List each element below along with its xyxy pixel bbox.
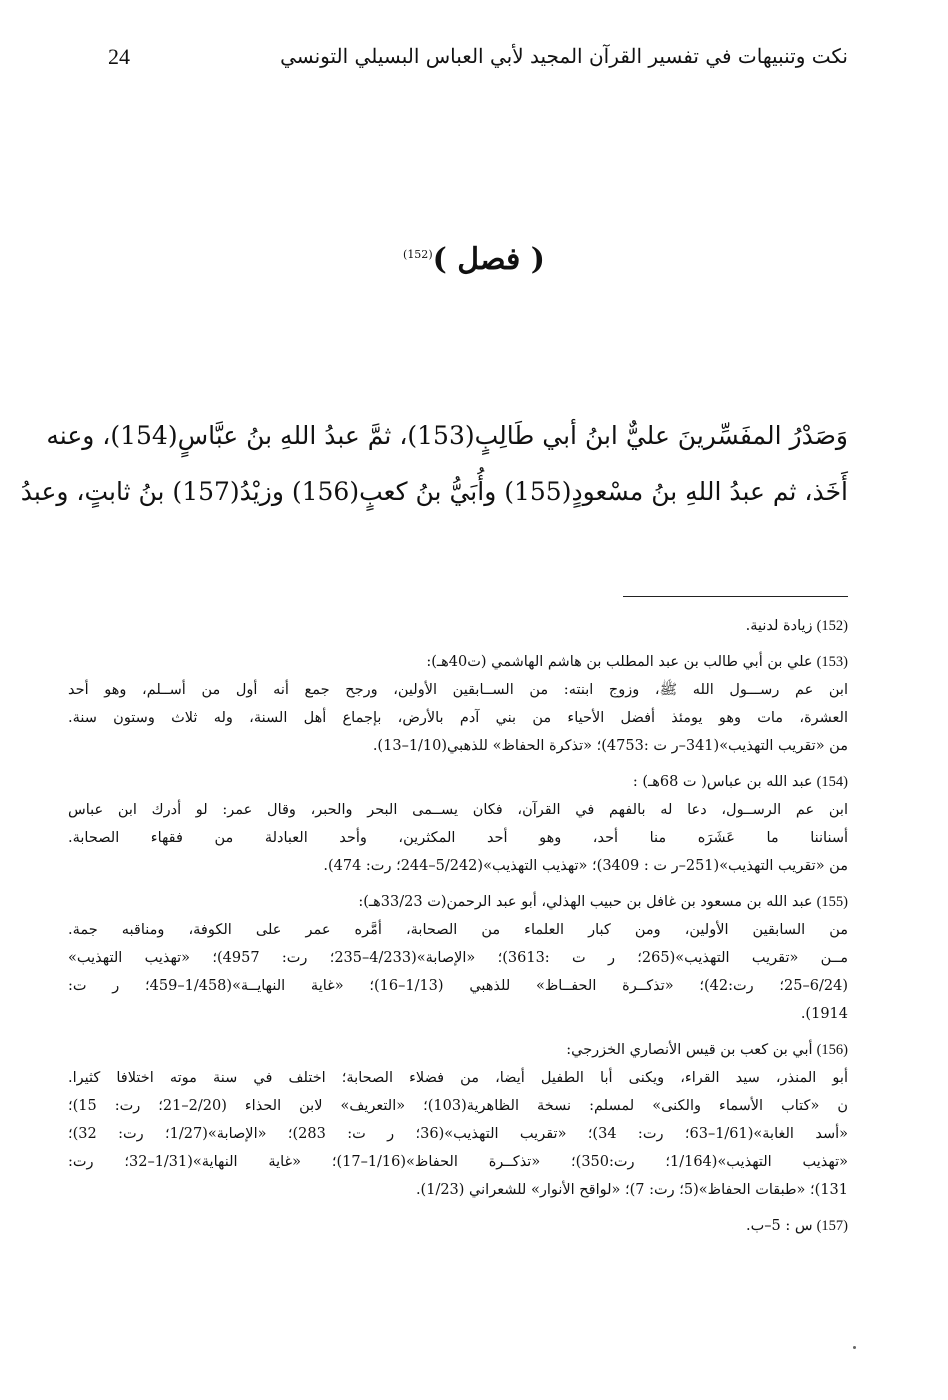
footnote-head-text: أبي بن كعب بن قيس الأنصاري الخزرجي: — [566, 1042, 813, 1058]
section-heading-text: ( فصل ) — [432, 242, 545, 277]
footnote-head-text: عبد الله بن عباس( ت 68هـ) : — [632, 774, 813, 790]
footnote — [68, 1036, 848, 1204]
main-text — [20, 408, 848, 520]
footnote-line: أبو المنذر، سيد القراء، ويكنى أبا الطفيل أيضا، من فضلاء الصحابة؛ اختلف في سنة موته اختلافا كثيرا. — [68, 1070, 848, 1086]
footnote-number: (154) — [816, 774, 848, 790]
footnote-line: من «تقريب التهذيب»(341–ر ت :4753)؛ «تذكرة الحفاظ» للذهبي(1/10–13). — [372, 738, 848, 754]
footnote-line: «أسد الغابة»(1/61–63؛ رت: 34)؛ «تقريب التهذيب»(36؛ ر ت: 283)؛ «الإصابة»(1/27؛ رت: 32)؛ — [68, 1126, 848, 1142]
footnote-line: من «تقريب التهذيب»(251–ر ت : 3409)؛ «تهذيب التهذيب»(5/242–244؛ رت: 474). — [323, 858, 848, 874]
footnote — [68, 612, 848, 640]
section-note-ref: (152) — [403, 248, 433, 261]
footnote-line: من السابقين الأولين، ومن كبار العلماء من الصحابة، أمَّره عمر على الكوفة، ومناقبه جمة. — [68, 922, 848, 938]
footnote-head-text: س : 5–ب. — [746, 1218, 813, 1234]
footnote-body — [68, 676, 848, 760]
footnote-line: ابن عم الرســول، دعا له بالفهم في القرآن، فكان يســمى البحر والحبر، وقال عمر: لو أدرك ابن عباس — [68, 802, 848, 818]
footnote-number: (155) — [816, 894, 848, 910]
footnote-body — [68, 1064, 848, 1204]
footnote-line: 131)؛ «طبقات الحفاظ»(5؛ رت: 7)؛ «لواقح الأنوار» للشعراني (1/23). — [415, 1182, 848, 1198]
footnote-head — [68, 648, 848, 676]
footnote-line: أسناننا ما عَشَرَه منا أحد، وهو أحد المكثرين، وأحد العبادلة من فقهاء الصحابة. — [68, 830, 848, 846]
footnote-number: (153) — [816, 654, 848, 670]
footnote-head-text: علي بن أبي طالب بن عبد المطلب بن هاشم الهاشمي (ت40هـ): — [426, 654, 813, 670]
footnote-number: (156) — [816, 1042, 848, 1058]
footnote-line: ابن عم رســـول الله ﷺ، وزوج ابنته: من الســابقين الأولين، ورجح جمع أنه أول من أســلم، وهو أحد — [68, 682, 848, 698]
page-number: 24 — [108, 44, 130, 69]
footnote-head — [68, 888, 848, 916]
footnote-head — [68, 768, 848, 796]
footnote-body — [68, 796, 848, 880]
scan-mark — [853, 1346, 856, 1349]
footnote-line: ن «كتاب الأسماء والكنى» لمسلم: نسخة الظاهرية(103)؛ «التعريف» لابن الحذاء (2/20–21؛ رت: 15)؛ — [68, 1098, 848, 1114]
page-header — [108, 40, 848, 80]
footnote-line: العشرة، مات وهو يومئذ أفضل الأحياء من بني آدم بالأرض، بإجماع أهل السنة، وله ثلاث وستون سنة. — [68, 710, 848, 726]
footnote-line: مــن «تقريب التهذيب»(265؛ ر ت :3613)؛ «الإصابة»(4/233–235؛ رت: 4957)؛ «تهذيب التهذيب» — [68, 950, 848, 966]
footnotes — [68, 612, 848, 1240]
footnote — [68, 768, 848, 880]
footnote-line: (6/24–25؛ رت:42)؛ «تذكــرة الحفــاظ» للذهبي (1/13–16)؛ «غاية النهايــة»(1/458–459؛ ر ت: — [68, 978, 848, 994]
footnote-head — [68, 612, 848, 640]
footnote-divider — [623, 596, 848, 597]
section-heading — [0, 242, 948, 277]
footnote — [68, 888, 848, 1028]
footnote-head — [68, 1212, 848, 1240]
footnote — [68, 1212, 848, 1240]
footnote-number: (157) — [816, 1218, 848, 1234]
footnote-head-text: عبد الله بن مسعود بن غافل بن حبيب الهذلي، أبو عبد الرحمن(ت 33/23هـ): — [358, 894, 813, 910]
footnote-number: (152) — [816, 618, 848, 634]
footnote — [68, 648, 848, 760]
footnote-head — [68, 1036, 848, 1064]
running-title: نكت وتنبيهات في تفسير القرآن المجيد لأبي العباس البسيلي التونسي — [280, 44, 848, 68]
footnote-line: «تهذيب التهذيب»(1/164؛ رت:350)؛ «تذكــرة الحفاظ»(1/16–17)؛ «غاية النهاية»(1/31–32؛ رت: — [68, 1154, 848, 1170]
main-text-line: أَخَذ، ثم عبدُ اللهِ بنُ مسْعودٍ(155) وأُبَيُّ بنُ كعبٍ(156) وزيْدُ(157) بنُ ثابتٍ، وعبدُ — [20, 477, 848, 506]
footnote-line: 1914). — [800, 1006, 848, 1022]
footnote-head-text: زيادة لدنية. — [745, 618, 813, 634]
footnote-body — [68, 916, 848, 1028]
main-text-line: وَصَدْرُ المفَسِّرينَ عليٌّ ابنُ أبي طَالِبٍ(153)، ثمَّ عبدُ اللهِ بنُ عبَّاسٍ(154)، وعنه — [46, 421, 848, 450]
